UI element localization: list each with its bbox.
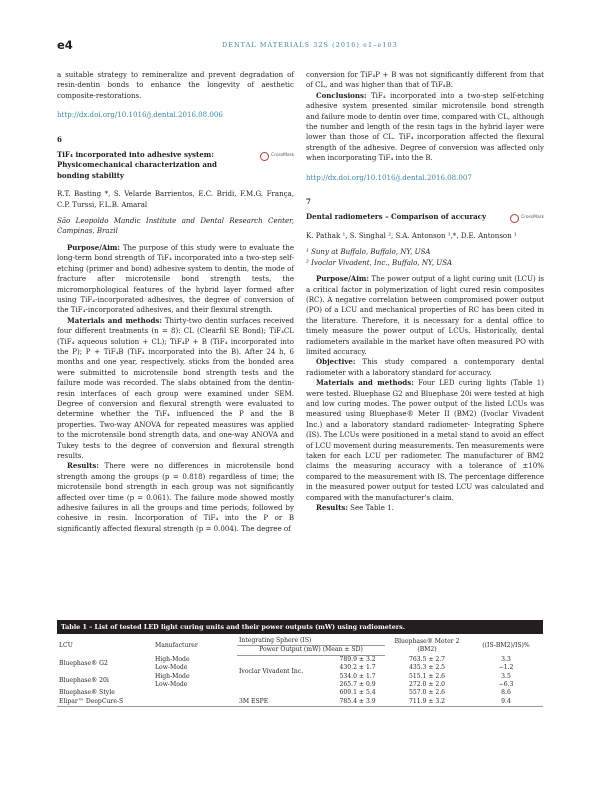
header-power-output: Power Output (mW) (Mean ± SD): [237, 646, 385, 655]
results-paragraph: [306, 503, 544, 513]
journal-header: DENTAL MATERIALS 32S (2016) e1–e103: [222, 41, 398, 49]
cell-diff: 8.6: [501, 689, 511, 697]
affiliation-2: ² Ivoclar Vivadent, Inc., Buffalo, NY, USA: [306, 257, 453, 267]
results-paragraph: [57, 461, 294, 534]
cell-diff: −6.3: [498, 681, 514, 689]
cell-bm2: 557.0 ± 2.6: [408, 689, 446, 697]
right-column: [306, 70, 544, 513]
cell-mode: [153, 689, 237, 697]
table-row: [57, 689, 543, 697]
table-1: [57, 620, 543, 707]
crossmark-label: CrossMark: [521, 215, 544, 221]
cell-mode: High-Mode: [155, 672, 190, 680]
cell-lcu: Bluephase® 20i: [59, 676, 109, 684]
crossmark-icon[interactable]: [260, 151, 294, 161]
cell-mode: Low-Mode: [155, 681, 188, 689]
header-lcu: LCU: [59, 641, 73, 649]
conclusions-text: TiF₄ incorporated into a two-step self-etching adhesive system presented similar microtensile bond strength and failure mode to dentin over time, compared with CL, although the number and length of the resin tags in the hybrid layer were lower than those of CL. TiF₄ incorporation affected the flexural strength of the adhesive. Degree of conversion was affected only when incorporating TiF₄ into the B.: [306, 90, 544, 163]
abstract-title: TiF₄ incorporated into adhesive system: Physicomechanical characterization and bonding stability: [57, 150, 217, 180]
conclusions-paragraph: [306, 91, 544, 164]
objective-label: Objective:: [316, 357, 356, 367]
cell-is: 430.2 ± 1.7: [339, 664, 376, 672]
cell-mode: High-Mode: [155, 655, 190, 663]
abstract-title-box: [306, 212, 544, 222]
results-text: See Table 1.: [347, 503, 394, 513]
cell-manufacturer: 3M ESPE: [239, 697, 269, 705]
crossmark-label: CrossMark: [271, 153, 294, 159]
cell-bm2: 435.3 ± 2.5: [408, 664, 446, 672]
methods-text: Four LED curing lights (Table 1) were tested. Bluephase G2 and Bluephase 20i were tested at high and low curing modes. The power output of the listed LCUs was measured using Bluephase® Meter II (BM2) (Ivoclar Vivadent Inc.) and a laboratory standard radiometer- Integrating Sphere (IS). The LCUs were positioned in a metal stand to avoid an effect of LCU movement during measurements. Ten measurements were taken for each LCU per radiometer. The manufacturer of BM2 claims the measuring accuracy with a tolerance of ±10% compared to the measurement with IS. The percentage difference in the measured power output for tested LCU was calculated and compared with the manufacturer's claim.: [306, 378, 544, 502]
conclusions-label: Conclusions:: [316, 90, 367, 100]
abstract-title-box: [57, 150, 294, 181]
page-number: e4: [57, 38, 73, 52]
purpose-label: Purpose/Aim:: [67, 242, 120, 252]
purpose-paragraph: [306, 274, 544, 357]
cell-is: 789.9 ± 3.2: [339, 655, 376, 663]
abstract-number: 7: [306, 197, 311, 207]
table-row: [57, 655, 543, 664]
cell-bm2: 763.5 ± 2.7: [408, 655, 446, 663]
purpose-paragraph: [57, 243, 294, 316]
authors: K. Pathak ¹, S. Singhal ², S.A. Antonson ¹,*, D.E. Antonson ¹: [306, 230, 517, 240]
cell-lcu: Bluephase® G2: [59, 659, 108, 667]
continued-paragraph: a suitable strategy to remineralize and prevent degradation of resin-dentin bonds to enhance the longevity of aesthetic composite-restorations.: [57, 70, 294, 100]
cell-diff: 9.4: [501, 697, 511, 705]
objective-text: This study compared a contemporary dental radiometer with a laboratory standard for accuracy.: [306, 357, 544, 377]
results-label: Results:: [316, 503, 348, 513]
header-manufacturer: Manufacturer: [155, 641, 198, 649]
affiliation-1: ¹ Suny at Buffalo, Buffalo, NY, USA: [306, 247, 431, 257]
methods-paragraph: [57, 316, 294, 462]
cell-lcu: Bluephase® Style: [59, 689, 115, 697]
methods-paragraph: [306, 378, 544, 503]
results-text: There were no differences in microtensile bond strength among the groups (p = 0.818) regardless of time; the microtensile bond strength in each group was not significantly affected over time (p = 0.061). The failure mode showed mostly adhesive failures in all the groups and time periods, followed by cohesive in resin. Incorporation of TiF₄ into the P or B significantly affected flexural strength (p = 0.004). The degree of: [57, 461, 294, 533]
affiliation: São Leopoldo Mandic Institute and Dental Research Center, Campinas, Brazil: [57, 216, 294, 236]
crossmark-icon[interactable]: [510, 213, 544, 223]
abstract-title: Dental radiometers – Comparison of accuracy: [306, 212, 487, 222]
header-diff: ((IS-BM2)/IS)%: [482, 641, 530, 649]
cell-is: 609.1 ± 5.4: [339, 689, 376, 697]
cell-bm2: 711.9 ± 3.2: [408, 697, 446, 705]
purpose-label: Purpose/Aim:: [316, 274, 369, 284]
purpose-text: The power output of a light curing unit (LCU) is a critical factor in polymerization of light cured resin composites (RC). A negative correlation between compromised power output (PO) of a LCU and mechanical properties of RC has been cited in the literature. Therefore, it is necessary for a dental office to timely measure the power output of LCUs. Historically, dental radiometers available in the market have often measured PO with limited accuracy.: [306, 274, 544, 356]
cell-is: 785.4 ± 3.9: [339, 697, 376, 705]
cell-manufacturer: Ivoclar Vivadent Inc.: [239, 668, 304, 676]
header-is: Integrating Sphere (IS): [239, 637, 312, 644]
power-output-table: [57, 635, 543, 707]
purpose-text: The purpose of this study were to evaluate the long-term bond strength of TiF₄ incorporated into a two-step self-etching (primer and bond) adhesive system to dentin, the mode of fracture after microtensile bond strength tests, the micromorphological features of the hybrid layer formed after using TiF₄-incorporated adhesives, the degree of conversion of the TiF₄-incorporated adhesives, and their flexural strength.: [57, 242, 294, 315]
cell-bm2: 272.0 ± 2.0: [408, 681, 446, 689]
methods-text: Thirty-two dentin surfaces received four different treatments (n = 8): CL (Clearfil SE Bond); TiF₄CL (TiF₄ aqueous solution + CL); TiF₄P + B (TiF₄ incorporated into the P); P + TiF₄B (TiF₄ incorporated into the B). After 24 h, 6 months and one year, respectively, sticks from the bonded area were submitted to microtensile bond strength tests and the failure mode was recorded. The slabs obtained from the dentin-resin interfaces of each group were examined under SEM. Degree of conversion and flexural strength were evaluated to determine whether the TiF₄ influenced the P and the B properties. Two-way ANOVA for repeated measures was applied to the microtensile bond strength data, and one-way ANOVA and Tukey tests to the degree of conversion and flexural strength results.: [57, 315, 294, 460]
methods-label: Materials and methods:: [316, 378, 414, 388]
results-label: Results:: [67, 461, 99, 471]
methods-label: Materials and methods:: [67, 315, 162, 325]
cell-is: 534.0 ± 1.7: [339, 672, 376, 680]
abstract-number: 6: [57, 134, 62, 144]
cell-lcu: Elipar™ DeepCure-S: [59, 697, 124, 705]
continued-paragraph: conversion for TiF₄P + B was not significantly different from that of CL, and was higher than that of TiF₄B.: [306, 70, 544, 90]
left-column: [57, 70, 294, 534]
table-row: [57, 698, 543, 707]
doi-link[interactable]: http://dx.doi.org/10.1016/j.dental.2016.08.007: [306, 172, 472, 182]
cell-is: 265.7 ± 0.9: [339, 681, 376, 689]
authors: R.T. Basting *, S. Velarde Barrientos, E.C. Bridi, F.M.G. França, C.P. Turssi, F.L.B. Amaral: [57, 189, 294, 209]
cell-manufacturer: [237, 689, 330, 697]
cell-mode: [153, 698, 237, 707]
crossmark-circle-icon: [260, 152, 269, 161]
doi-link[interactable]: http://dx.doi.org/10.1016/j.dental.2016.08.006: [57, 110, 223, 120]
header-bm2: Bluephase® Meter 2 (BM2): [394, 637, 460, 654]
objective-paragraph: [306, 357, 544, 378]
cell-mode: Low-Mode: [155, 664, 188, 672]
cell-diff: −1.2: [498, 664, 514, 672]
crossmark-circle-icon: [510, 214, 519, 223]
cell-diff: 3.5: [501, 672, 511, 680]
cell-bm2: 515.1 ± 2.6: [408, 672, 446, 680]
table-caption: Table 1 – List of tested LED light curing units and their power outputs (mW) using radiometers.: [57, 620, 543, 634]
cell-diff: 3.3: [501, 655, 511, 663]
